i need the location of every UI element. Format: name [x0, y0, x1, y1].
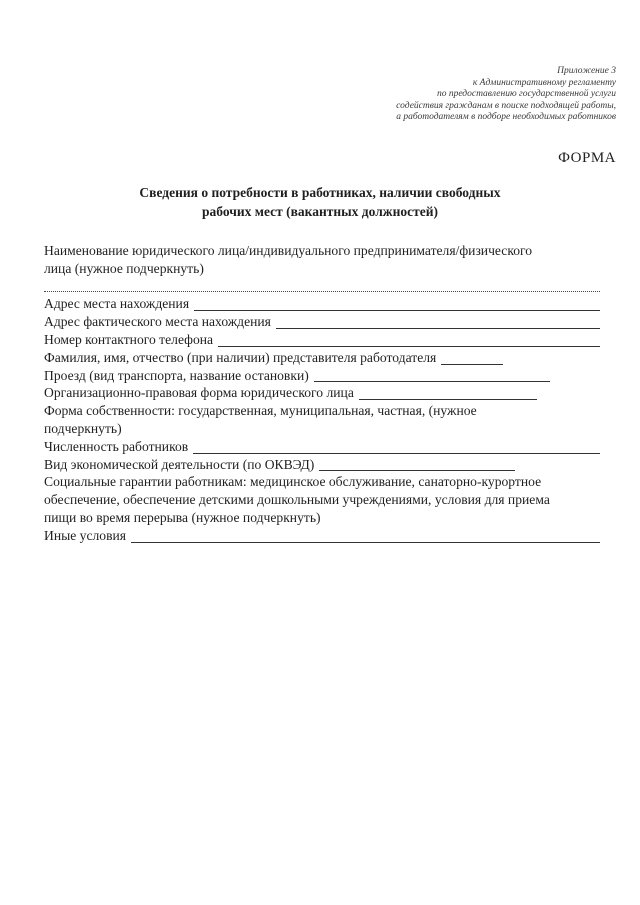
guarantees-line: обеспечение, обеспечение детскими дошкольными учреждениями, условия для приема: [44, 492, 550, 508]
legal-form-field[interactable]: [359, 387, 537, 400]
location-field[interactable]: [194, 298, 600, 311]
legal-form-label: Организационно-правовая форма юридического лица: [44, 385, 354, 401]
entity-name-label: [44, 242, 600, 278]
ownership-line: Форма собственности: государственная, муниципальная, частная, (нужное: [44, 403, 477, 419]
actual-location-label: Адрес фактического места нахождения: [44, 314, 271, 330]
location-row: [44, 295, 600, 313]
phone-field[interactable]: [218, 334, 600, 347]
appendix-line: Приложение 3: [557, 66, 616, 76]
other-label: Иные условия: [44, 527, 127, 543]
phone-label: Номер контактного телефона: [44, 331, 214, 347]
ownership-label: [44, 402, 600, 438]
transport-row: [44, 367, 600, 385]
employees-label: Численность работников: [44, 438, 189, 454]
document-title: [100, 183, 540, 221]
ownership-line: подчеркнуть): [44, 420, 122, 436]
appendix-line: а работодателям в подборе необходимых работников: [396, 112, 616, 123]
form-body: [44, 242, 600, 545]
location-label: Адрес места нахождения: [44, 296, 190, 312]
transport-field[interactable]: [314, 369, 550, 382]
form-label: ФОРМА: [558, 150, 616, 166]
representative-field[interactable]: [441, 352, 503, 365]
actual-location-field[interactable]: [276, 316, 600, 329]
actual-location-row: [44, 313, 600, 331]
entity-name-line: лица (нужное подчеркнуть): [44, 260, 204, 276]
employees-row: [44, 438, 600, 456]
guarantees-line: Социальные гарантии работникам: медицинское обслуживание, санаторно-курортное: [44, 474, 542, 490]
guarantees-label: [44, 473, 600, 526]
entity-name-line: Наименование юридического лица/индивидуального предпринимателя/физического: [44, 243, 533, 258]
representative-row: [44, 349, 600, 367]
appendix-line: к Административному регламенту: [472, 77, 616, 88]
entity-name-field[interactable]: [44, 278, 600, 296]
appendix-line: содействия гражданам в поиске подходящей работы,: [396, 100, 616, 111]
appendix-note: [286, 66, 616, 124]
okved-row: [44, 456, 600, 474]
legal-form-row: [44, 384, 600, 402]
employees-field[interactable]: [193, 441, 600, 454]
okved-label: Вид экономической деятельности (по ОКВЭД): [44, 456, 315, 472]
representative-label: Фамилия, имя, отчество (при наличии) представителя работодателя: [44, 349, 437, 365]
phone-row: [44, 331, 600, 349]
transport-label: Проезд (вид транспорта, название остановки): [44, 367, 309, 383]
other-field[interactable]: [131, 530, 600, 543]
title-line: рабочих мест (вакантных должностей): [202, 204, 438, 219]
title-line: Сведения о потребности в работниках, наличии свободных: [139, 185, 501, 200]
guarantees-line: пищи во время перерыва (нужное подчеркнуть): [44, 509, 321, 525]
appendix-line: по предоставлению государственной услуги: [436, 89, 616, 100]
okved-field[interactable]: [319, 458, 515, 471]
other-row: [44, 527, 600, 545]
